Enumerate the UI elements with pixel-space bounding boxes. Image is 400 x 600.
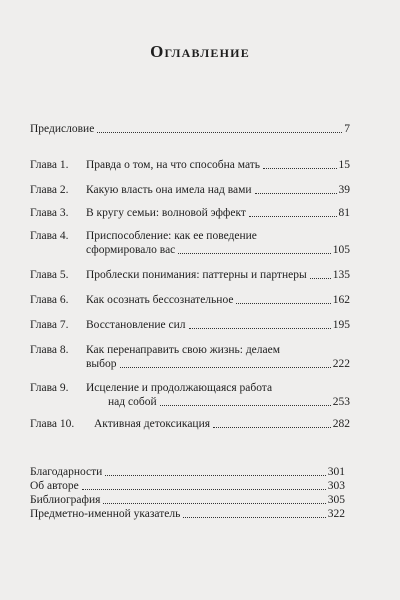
toc-entry-back-matter bbox=[30, 493, 345, 507]
leader-dots bbox=[178, 253, 330, 254]
toc-entry-chapter bbox=[30, 381, 350, 411]
toc-entry-chapter bbox=[30, 229, 350, 259]
entry-page: 322 bbox=[327, 508, 345, 520]
chapter-title: Правда о том, на что способна мать bbox=[86, 159, 261, 171]
chapter-number: Глава 1. bbox=[30, 159, 69, 171]
toc-entry-chapter bbox=[30, 318, 350, 332]
leader-dots bbox=[103, 503, 325, 504]
leader-dots bbox=[183, 517, 325, 518]
chapter-number: Глава 4. bbox=[30, 230, 69, 242]
toc-entry-back-matter bbox=[30, 479, 345, 493]
chapter-title-line: сформировало вас bbox=[86, 244, 176, 256]
entry-page: 15 bbox=[338, 159, 350, 171]
entry-label: Предметно-именной указатель bbox=[30, 508, 181, 520]
entry-page: 162 bbox=[332, 294, 350, 306]
chapter-number: Глава 6. bbox=[30, 294, 69, 306]
chapter-title: Восстановление сил bbox=[86, 319, 186, 331]
chapter-title: Как осознать бессознательное bbox=[86, 294, 234, 306]
chapter-title-line: Исцеление и продолжающаяся работа bbox=[86, 382, 273, 394]
chapter-number: Глава 3. bbox=[30, 207, 69, 219]
leader-dots bbox=[236, 303, 330, 304]
chapter-title-line: над собой bbox=[108, 396, 157, 408]
leader-dots bbox=[120, 367, 331, 368]
entry-page: 39 bbox=[338, 184, 350, 196]
chapter-number: Глава 2. bbox=[30, 184, 69, 196]
toc-entry-back-matter bbox=[30, 465, 345, 479]
leader-dots bbox=[97, 132, 342, 133]
chapter-title: Активная детоксикация bbox=[94, 418, 211, 430]
chapter-title: В кругу семьи: волновой эффект bbox=[86, 207, 246, 219]
leader-dots bbox=[263, 168, 336, 169]
chapter-title-line: Приспособление: как ее поведение bbox=[86, 230, 257, 242]
leader-dots bbox=[160, 405, 331, 406]
entry-label: Библиография bbox=[30, 494, 101, 506]
toc-entry-chapter bbox=[30, 417, 350, 431]
entry-page: 303 bbox=[327, 480, 345, 492]
chapter-title: Какую власть она имела над вами bbox=[86, 184, 252, 196]
page-title: Оглавление bbox=[150, 42, 250, 61]
toc-entry-preface bbox=[30, 122, 350, 136]
chapter-title-line: Как перенаправить свою жизнь: делаем bbox=[86, 344, 281, 356]
leader-dots bbox=[82, 489, 326, 490]
leader-dots bbox=[213, 427, 331, 428]
entry-page: 301 bbox=[327, 466, 345, 478]
entry-label: Об авторе bbox=[30, 480, 79, 492]
toc-entry-chapter bbox=[30, 268, 350, 282]
entry-page: 305 bbox=[327, 494, 345, 506]
chapter-number: Глава 9. bbox=[30, 382, 69, 394]
entry-page: 253 bbox=[332, 396, 350, 408]
leader-dots bbox=[105, 475, 325, 476]
leader-dots bbox=[189, 328, 331, 329]
chapter-title-line: выбор bbox=[86, 358, 117, 370]
entry-page: 195 bbox=[332, 319, 350, 331]
entry-page: 105 bbox=[332, 244, 350, 256]
toc-entry-back-matter bbox=[30, 507, 345, 521]
chapter-number: Глава 8. bbox=[30, 344, 69, 356]
chapter-number: Глава 7. bbox=[30, 319, 69, 331]
entry-page: 7 bbox=[344, 123, 350, 135]
chapter-number: Глава 5. bbox=[30, 269, 69, 281]
leader-dots bbox=[255, 193, 337, 194]
toc-entry-chapter bbox=[30, 206, 350, 220]
toc-entry-chapter bbox=[30, 183, 350, 197]
entry-page: 222 bbox=[332, 358, 350, 370]
entry-page: 282 bbox=[332, 418, 350, 430]
toc-entry-chapter bbox=[30, 293, 350, 307]
entry-label: Благодарности bbox=[30, 466, 103, 478]
toc-entry-chapter bbox=[30, 158, 350, 172]
chapter-number: Глава 10. bbox=[30, 418, 75, 430]
leader-dots bbox=[310, 278, 331, 279]
leader-dots bbox=[249, 216, 337, 217]
toc-entry-chapter bbox=[30, 343, 350, 373]
entry-page: 135 bbox=[332, 269, 350, 281]
chapter-title: Проблески понимания: паттерны и партнеры bbox=[86, 269, 307, 281]
entry-label: Предисловие bbox=[30, 123, 95, 135]
entry-page: 81 bbox=[338, 207, 350, 219]
